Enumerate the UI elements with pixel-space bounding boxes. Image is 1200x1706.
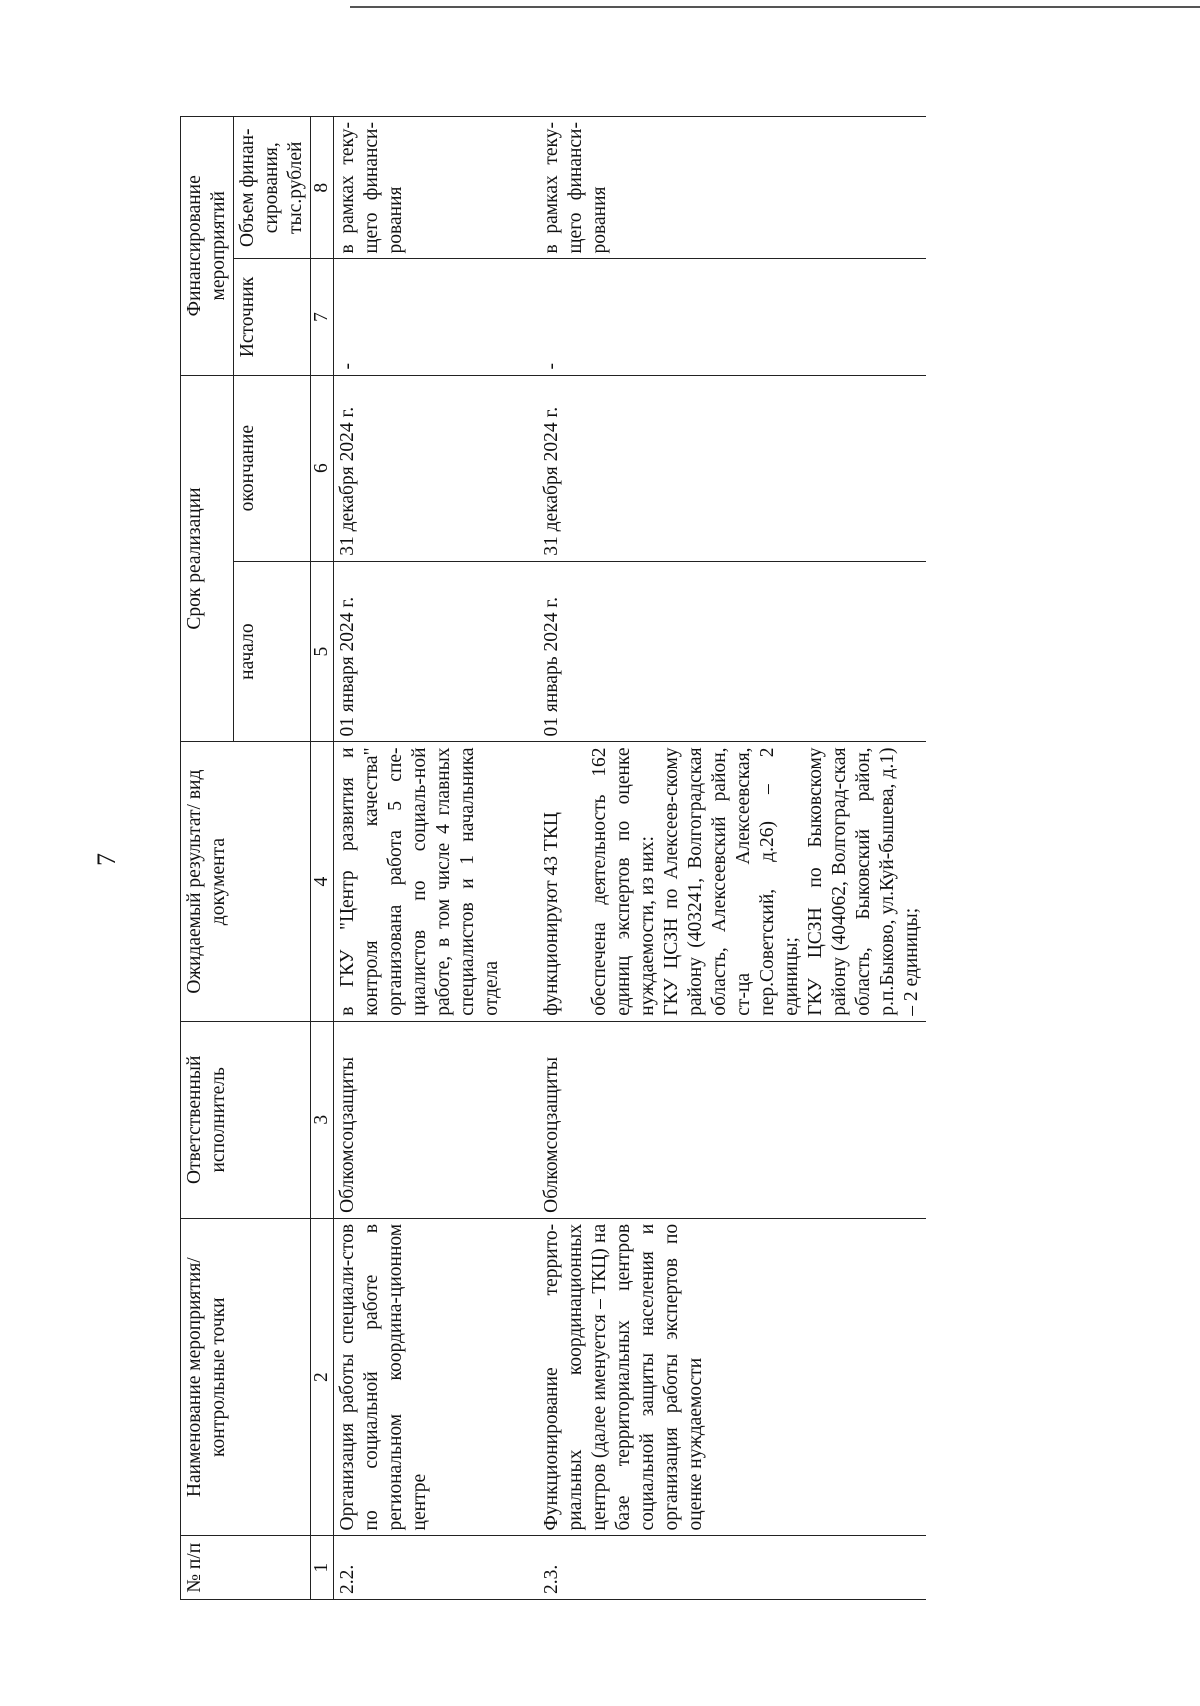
result-line: в ГКУ "Центр развития и контроля качества" организована работа 5 спе-циалистов по социаль-ной работе, в том числе 4 главных специалистов и 1 начальника отдела <box>337 747 502 1016</box>
header-finance: Финансирование мероприятий <box>181 117 234 376</box>
header-period: Срок реализации <box>181 375 234 742</box>
result-line: функционируют 43 ТКЦ <box>541 812 562 1016</box>
header-volume: Объем финан-сирования, тыс.рублей <box>234 117 311 259</box>
result-gap <box>564 747 588 1015</box>
row-volume: в рамках теку-щего финанси-рования <box>538 117 926 259</box>
header-executor: Ответственный исполнитель <box>181 1021 311 1218</box>
row-result <box>334 742 539 1021</box>
row-end: 31 декабря 2024 г. <box>334 375 539 561</box>
header-num: № п/п <box>181 1536 311 1600</box>
header-end: окончание <box>234 375 311 561</box>
row-name: Функционирование террито-риальных координационных центров (далее именуется – ТКЦ) на базе территориальных центров социальной защиты населения и организация работы экспертов по оценке нуждаемости <box>538 1218 926 1536</box>
plan-table <box>180 116 926 1600</box>
table-body <box>334 117 927 1600</box>
result-line: ГКУ ЦСЗН по Быковскому району (404062, Волгоград-ская область, Быковский район, р.п.Быково, ул.Куй-бышева, д.1) – 2 единицы; <box>805 747 922 1016</box>
row-start: 01 января 2024 г. <box>334 561 539 742</box>
header-start: начало <box>234 561 311 742</box>
table-header <box>181 117 334 1600</box>
row-executor: Облкомсоцзащиты <box>334 1021 539 1218</box>
row-result <box>538 742 926 1021</box>
result-line: ГКУ ЦСЗН по Алексеев-скому району (403241, Волгоградская область, Алексеевский район, ст-ца Алексеевская, пер.Советский, д.26) – 2 единицы; <box>661 747 802 1016</box>
page-number: 7 <box>92 853 121 866</box>
header-name: Наименование мероприятия/ контрольные точки <box>181 1218 311 1536</box>
row-name: Организация работы специали-стов по социальной работе в региональном координа-ционном центре <box>334 1218 539 1536</box>
table-row <box>334 117 539 1600</box>
row-number: 2.2. <box>334 1536 539 1600</box>
column-number: 8 <box>311 117 334 259</box>
row-start: 01 январь 2024 г. <box>538 561 926 742</box>
column-number: 6 <box>311 375 334 561</box>
row-number: 2.3. <box>538 1536 926 1600</box>
column-number-row <box>311 117 334 1600</box>
row-end: 31 декабря 2024 г. <box>538 375 926 561</box>
header-result: Ожидаемый результат/ вид документа <box>181 742 311 1021</box>
column-number: 4 <box>311 742 334 1021</box>
table-row <box>538 117 926 1600</box>
header-source: Источник <box>234 259 311 375</box>
row-source: - <box>334 259 539 375</box>
column-number: 3 <box>311 1021 334 1218</box>
column-number: 1 <box>311 1536 334 1600</box>
row-volume: в рамках теку-щего финанси-рования <box>334 117 539 259</box>
column-number: 2 <box>311 1218 334 1536</box>
column-number: 5 <box>311 561 334 742</box>
column-number: 7 <box>311 259 334 375</box>
row-source: - <box>538 259 926 375</box>
row-executor: Облкомсоцзащиты <box>538 1021 926 1218</box>
result-line: обеспечена деятельность 162 единиц экспертов по оценке нуждаемости, из них: <box>589 747 658 1016</box>
